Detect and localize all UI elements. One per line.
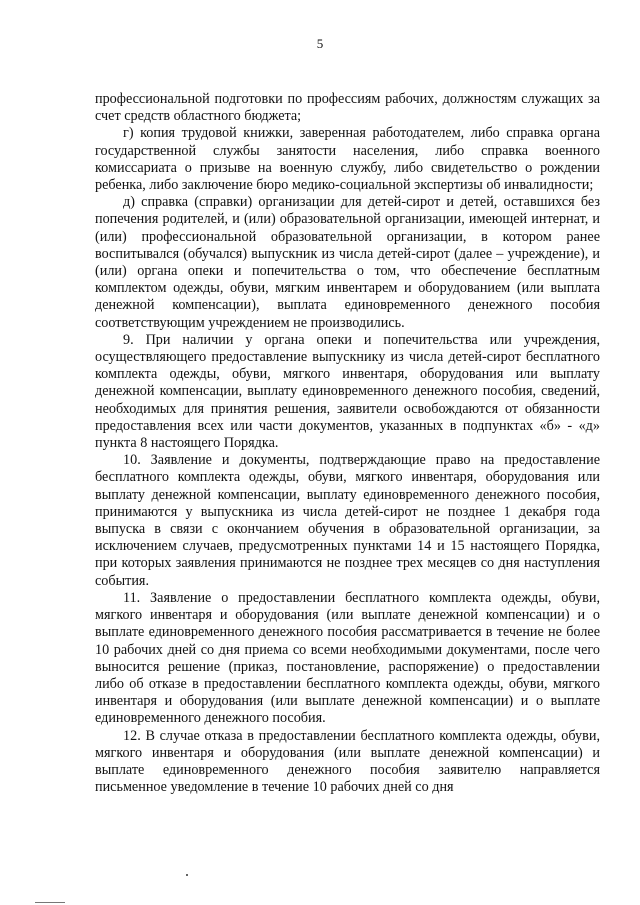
paragraph-subitem-g: г) копия трудовой книжки, заверенная работодателем, либо справка органа государственной службы занятости населения, либо справка военного комиссариата о призыве на военную службу, либо свидетельство о рождении ребенка, либо заключение бюро медико-социальной экспертизы об инвалидности; [95,125,600,194]
scan-artifact-line [35,902,65,903]
document-body [95,91,600,796]
paragraph-item-10: 10. Заявление и документы, подтверждающие право на предоставление бесплатного комплекта одежды, обуви, мягкого инвентаря, оборудования или выплату денежной компенсации, выплату единовременного денежного пособия, принимаются у выпускника из числа детей-сирот не позднее 1 декабря года выпуска в связи с окончанием обучения в образовательной организации, за исключением случаев, предусмотренных пунктами 14 и 15 настоящего Порядка, при которых заявления принимаются не позднее трех месяцев со дня наступления события. [95,452,600,589]
paragraph-item-11: 11. Заявление о предоставлении бесплатного комплекта одежды, обуви, мягкого инвентаря и оборудования (или выплате денежной компенсации) и о выплате единовременного денежного пособия рассматривается в течение не более 10 рабочих дней со дня приема со всеми необходимыми документами, после чего выносится решение (приказ, постановление, распоряжение) о предоставлении либо об отказе в предоставлении бесплатного комплекта одежды, обуви, мягкого инвентаря и оборудования (или выплате денежной компенсации) и о выплате единовременного денежного пособия. [95,589,600,727]
paragraph-item-9: 9. При наличии у органа опеки и попечительства или учреждения, осуществляющего предоставление выпускнику из числа детей-сирот бесплатного комплекта одежды, обуви, мягкого инвентаря, оборудования или выплату денежной компенсации, выплату единовременного денежного пособия, сведений, необходимых для принятия решения, заявители освобождаются от обязанности предоставления всех или части документов, указанных в подпунктах «б» - «д» пункта 8 настоящего Порядка. [95,331,600,452]
scan-artifact-dot [186,874,188,876]
paragraph-item-12: 12. В случае отказа в предоставлении бесплатного комплекта одежды, обуви, мягкого инвентаря и оборудования (или выплате денежной компенсации) и выплате единовременного денежного пособия заявителю направляется письменное уведомление в течение 10 рабочих дней со дня [95,727,600,796]
paragraph-subitem-d: д) справка (справки) организации для детей-сирот и детей, оставшихся без попечения родителей, и (или) образовательной организации, имеющей интернат, и (или) профессиональной образовательной организации, в котором ранее воспитывался (обучался) выпускник из числа детей-сирот (далее – учреждение), и (или) органа опеки и попечительства о том, что обеспечение бесплатным комплектом одежды, обуви, мягким инвентарем и оборудованием (или выплата денежной компенсации), выплата единовременного денежного пособия соответствующим учреждением не производились. [95,194,600,331]
paragraph-continuation: профессиональной подготовки по профессиям рабочих, должностям служащих за счет средств областного бюджета; [95,91,600,125]
page-number: 5 [316,36,324,51]
